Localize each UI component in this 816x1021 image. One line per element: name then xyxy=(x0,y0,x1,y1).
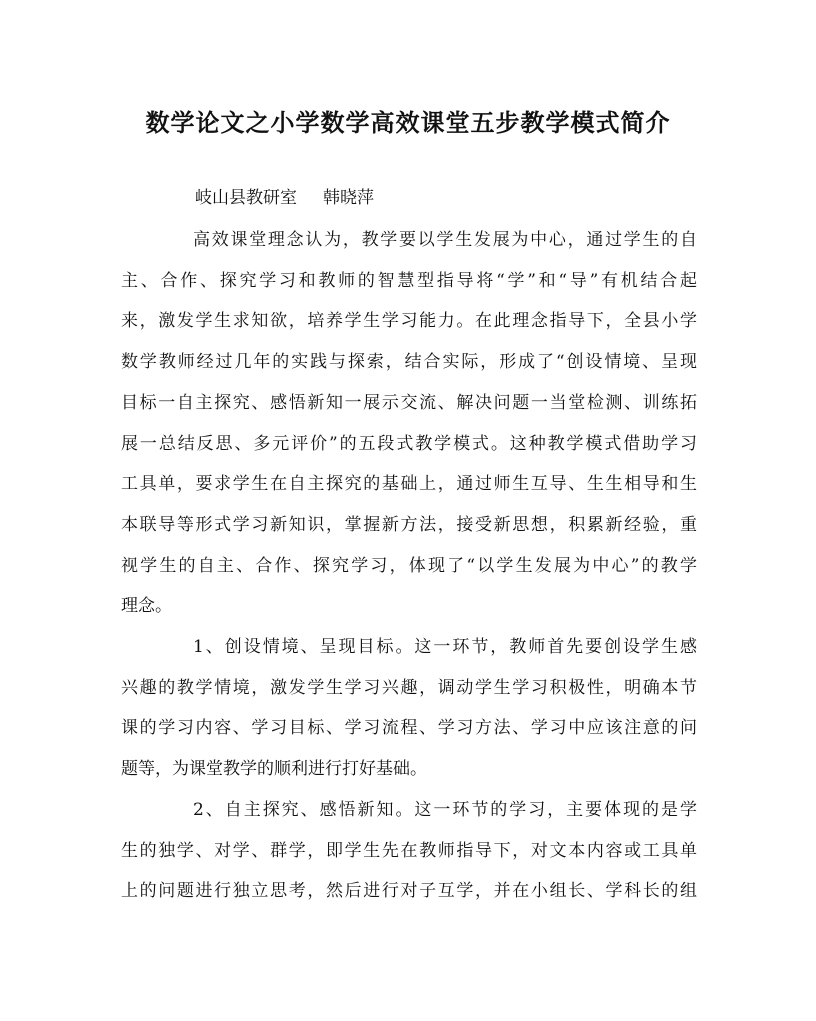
text-line: 目标一自主探究、感悟新知一展示交流、解决问题一当堂检测、训练拓 xyxy=(121,392,697,413)
text-line: 工具单，要求学生在自主探究的基础上，通过师生互导、生生相导和生 xyxy=(121,474,697,495)
text-line: 兴趣的教学情境，激发学生学习兴趣，调动学生学习积极性，明确本节 xyxy=(121,677,697,698)
byline xyxy=(195,183,374,213)
paragraph-step-1 xyxy=(121,627,697,790)
paragraph-intro xyxy=(121,220,697,627)
document-title: 数学论文之小学数学高效课堂五步教学模式简介 xyxy=(145,109,671,137)
text-line: 数学教师经过几年的实践与探索，结合实际，形成了“创设情境、呈现 xyxy=(121,352,697,373)
byline-org: 岐山县教研室 xyxy=(195,188,297,208)
paragraph-step-2 xyxy=(121,790,697,912)
text-line: 2、自主探究、感悟新知。这一环节的学习，主要体现的是学 xyxy=(193,799,697,820)
text-line: 理念。 xyxy=(121,596,172,617)
byline-author: 韩晓萍 xyxy=(323,188,374,208)
text-line: 题等，为课堂教学的顺利进行打好基础。 xyxy=(121,759,427,780)
text-line: 高效课堂理念认为，教学要以学生发展为中心，通过学生的自 xyxy=(193,230,697,250)
text-line: 1、创设情境、呈现目标。这一环节，教师首先要创设学生感 xyxy=(193,637,697,658)
text-line: 上的问题进行独立思考，然后进行对子互学，并在小组长、学科长的组 xyxy=(121,881,697,902)
text-line: 课的学习内容、学习目标、学习流程、学习方法、学习中应该注意的问 xyxy=(121,718,697,739)
text-line: 生的独学、对学、群学，即学生先在教师指导下，对文本内容或工具单 xyxy=(121,840,697,861)
text-line: 本联导等形式学习新知识，掌握新方法，接受新思想，积累新经验，重 xyxy=(121,514,697,535)
text-line: 来，激发学生求知欲，培养学生学习能力。在此理念指导下，全县小学 xyxy=(121,311,697,332)
text-line: 展一总结反思、多元评价”的五段式教学模式。这种教学模式借助学习 xyxy=(121,433,697,454)
document-body xyxy=(121,220,697,912)
text-line: 主、合作、探究学习和教师的智慧型指导将“学”和“导”有机结合起 xyxy=(121,270,697,291)
text-line: 视学生的自主、合作、探究学习，体现了“以学生发展为中心”的教学 xyxy=(121,555,697,576)
